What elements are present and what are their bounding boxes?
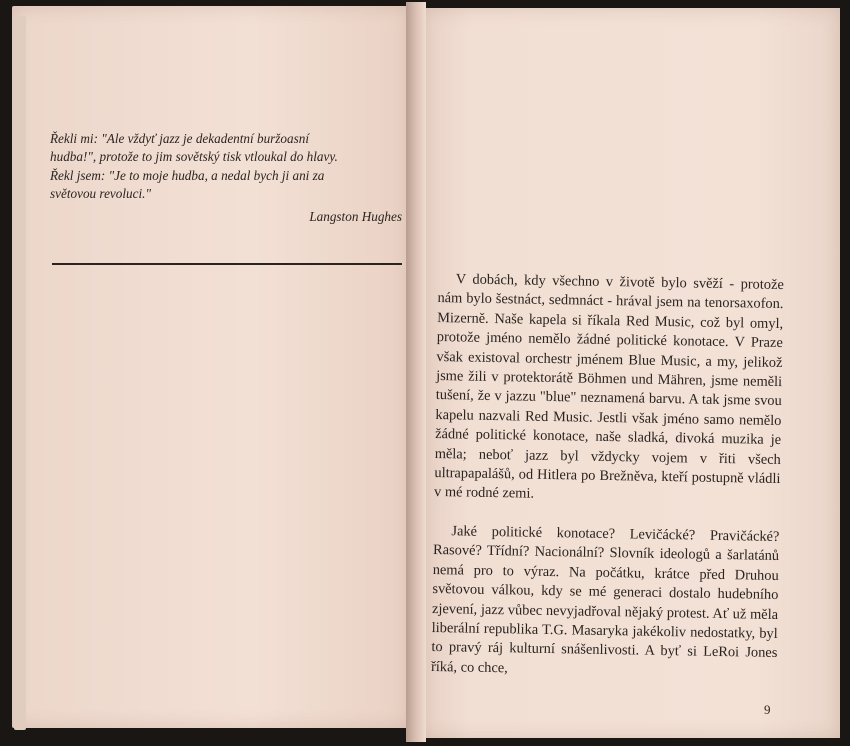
body-text [431, 270, 784, 683]
epigraph-line: světovou revoluci." [50, 186, 151, 202]
left-page [12, 6, 410, 728]
page-number: 9 [764, 702, 771, 717]
epigraph-author: Langston Hughes [309, 209, 402, 224]
paragraph: V dobách, kdy všechno v životě bylo svěží - protože nám bylo šestnáct, sedmnáct - hrával jsem na tenorsaxofon. Mizerně. Naše kapela si říkala Red Music, což byl omyl, protože jméno nemělo žádné politické konotace. V Praze však existoval orchestr jménem Blue Music, a my, jelikož jsme žili v protektorátě Böhmen und Mähren, jsme neměli tušení, že v jazzu "blue" neznamená barvu. A tak jsme svou kapelu nazvali Red Music. Jestli však jméno samo nemělo žádné politické konotace, naše sladká, divoká muzika je měla; neboť jazz byl vždycky vojem v řiti všech ultrapapalášů, od Hitlera po Brežněva, kteří postupně vládli v mé rodné zemi. [433, 271, 784, 503]
epigraph [50, 130, 402, 204]
epigraph-line: Řekl jsem: "Je to moje hudba, a nedal bych ji ani za [50, 167, 325, 183]
epigraph-line: hudba!", protože to jim sovětský tisk vtloukal do hlavy. [50, 149, 338, 165]
divider-rule [52, 263, 402, 265]
epigraph-line: Řekli mi: "Ale vždyť jazz je dekadentní buržoasní [50, 131, 310, 146]
paragraph: Jaké politické konotace? Levičácké? Pravičácké? Rasové? Třídní? Nacionální? Slovník ideologů a šarlatánů nemá pro to výraz. Na počátku, krátce před Druhou světovou válkou, kdy se mé generaci dostalo hudebního zjevení, jazz vůbec nevyjadřoval nějaký protest. Ať už měla liberální republika T.G. Masaryka jakékoliv nedostatky, byl to pravý ráj kulturní snášenlivosti. A byť si LeRoi Jones říká, co chce, [430, 523, 780, 676]
book-gutter [406, 2, 426, 742]
page-edges [14, 16, 26, 730]
